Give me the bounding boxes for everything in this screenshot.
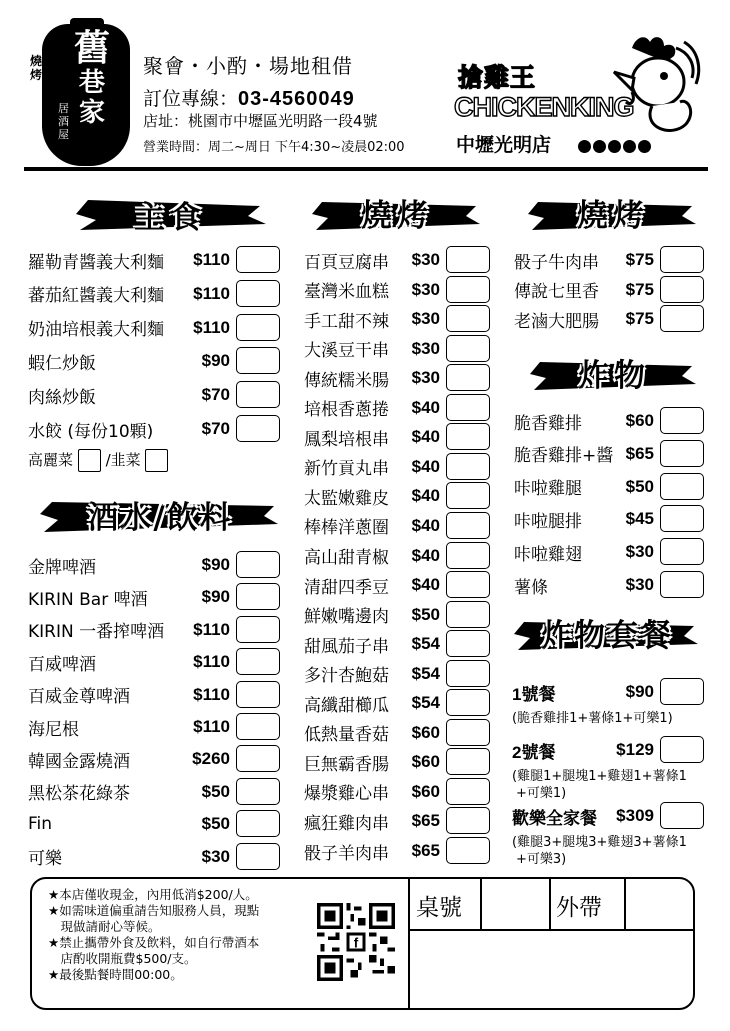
menu-item-bbq: [304, 454, 490, 480]
quantity-box[interactable]: [446, 807, 490, 834]
item-name: 傳說七里香: [514, 282, 599, 303]
item-name: KIRIN Bar 啤酒: [28, 589, 148, 610]
item-price: $30: [625, 542, 654, 562]
item-name: 水餃 (每份10顆): [28, 421, 154, 442]
quantity-box[interactable]: [660, 505, 704, 532]
quantity-box[interactable]: [446, 630, 490, 657]
item-name: 棒棒洋蔥圈: [304, 518, 389, 539]
menu-item-bbq: [304, 395, 490, 421]
item-name: 高山甜青椒: [304, 548, 389, 568]
header-divider: [24, 167, 708, 171]
banner-combo: [514, 604, 700, 658]
menu-item-bbq: [304, 513, 490, 539]
logo-side-text: 燒烤: [30, 54, 43, 82]
item-name: 甜風茄子串: [304, 636, 389, 657]
quantity-box[interactable]: [660, 571, 704, 598]
banner-fried: [530, 344, 698, 398]
dumpling-cabbage-checkbox[interactable]: [78, 449, 101, 472]
menu-item-drink: [28, 552, 280, 578]
menu-item-bbq: [304, 424, 490, 450]
quantity-box[interactable]: [446, 689, 490, 716]
item-name: 高纖甜櫛瓜: [304, 695, 389, 716]
item-name: 蝦仁炒飯: [28, 353, 96, 374]
item-name: 傳統糯米腸: [304, 370, 389, 391]
menu-item-bbq: [304, 838, 490, 864]
item-name: 骰子牛肉串: [514, 252, 599, 273]
item-price: $40: [411, 545, 440, 565]
combo-description: +可樂3): [516, 852, 567, 867]
item-price: $50: [201, 781, 230, 801]
item-price: $70: [201, 385, 230, 405]
item-price: $90: [201, 555, 230, 574]
quantity-box[interactable]: [236, 583, 280, 610]
facebook-icon: f: [353, 935, 359, 951]
item-price: $40: [411, 397, 440, 417]
address: 店址：桃園市中壢區光明路一段4號: [143, 112, 378, 130]
menu-item-drink: [28, 682, 280, 708]
item-name: 韓國金露燒酒: [28, 751, 130, 772]
quantity-box[interactable]: [236, 616, 280, 643]
menu-item-drink: [28, 649, 280, 675]
quantity-box[interactable]: [446, 601, 490, 628]
quantity-box[interactable]: [236, 810, 280, 837]
item-price: $40: [411, 427, 440, 447]
item-price: $54: [411, 634, 440, 654]
item-name: 培根香蔥捲: [304, 400, 389, 421]
item-price: $40: [411, 515, 440, 535]
combo-description: +可樂1): [516, 786, 567, 801]
item-price: $65: [411, 811, 440, 831]
item-name: 2號餐: [512, 742, 556, 762]
menu-item-bbq: [304, 336, 490, 362]
quantity-box[interactable]: [446, 748, 490, 775]
note-line: ★禁止攜帶外食及飲料，如自行帶酒本: [48, 935, 260, 950]
quantity-box[interactable]: [236, 280, 280, 307]
section-title-bbq-1: 燒烤: [361, 198, 433, 234]
section-title-combo: 炸物套餐: [541, 618, 673, 654]
menu-item-fried: [514, 539, 704, 565]
menu-item-drink: [28, 714, 280, 740]
item-price: $54: [411, 693, 440, 713]
quantity-box[interactable]: [236, 648, 280, 675]
item-name: 薯條: [514, 577, 548, 598]
combo-description: (脆香雞排1+薯條1+可樂1): [512, 711, 673, 726]
menu-item-bbq: [304, 277, 490, 303]
item-name: 咔啦腿排: [514, 511, 582, 532]
item-name: 可樂: [28, 849, 62, 870]
menu-item-bbq: [304, 690, 490, 716]
item-name: KIRIN 一番搾啤酒: [28, 622, 165, 643]
quantity-box[interactable]: [236, 347, 280, 374]
slogan: 聚會・小酌・場地租借: [143, 54, 353, 78]
item-name: 咔啦雞翅: [514, 544, 582, 565]
quantity-box[interactable]: [446, 246, 490, 273]
item-name: 低熱量香菇: [304, 725, 389, 746]
item-name: 鳳梨培根串: [304, 429, 389, 450]
menu-item-bbq: [304, 808, 490, 834]
item-name: 1號餐: [512, 684, 556, 704]
section-title-fried: 炸物: [578, 358, 650, 394]
menu-item-bbq: [304, 483, 490, 509]
footer-panel: [30, 877, 695, 1010]
item-price: $40: [411, 486, 440, 506]
item-price: $90: [625, 682, 654, 701]
item-price: $75: [625, 250, 654, 269]
section-title-drinks: 酒水/飲料: [87, 500, 233, 536]
menu-item-fried: [514, 572, 704, 598]
item-price: $30: [411, 368, 440, 388]
item-price: $30: [411, 338, 440, 358]
menu-item-main: [28, 348, 280, 374]
menu-item-main: [28, 315, 280, 341]
item-name: 大溪豆干串: [304, 341, 389, 362]
footer-divider-v1: [408, 879, 410, 1008]
quantity-box[interactable]: [660, 276, 704, 303]
quantity-box[interactable]: [660, 407, 704, 434]
menu-item-bbq: [514, 247, 704, 273]
logo-title-1: 舊: [73, 27, 110, 69]
quantity-box[interactable]: [446, 423, 490, 450]
item-name: 歡樂全家餐: [512, 808, 597, 828]
item-price: $110: [193, 283, 230, 303]
quantity-box[interactable]: [446, 453, 490, 480]
quantity-box[interactable]: [446, 542, 490, 569]
item-price: $54: [411, 663, 440, 683]
item-name: 奶油培根義大利麵: [28, 320, 164, 341]
dumpling-option-cabbage: 高麗菜: [28, 451, 74, 469]
item-price: $60: [411, 781, 440, 801]
item-name: 羅勒青醬義大利麵: [28, 252, 164, 273]
quantity-box[interactable]: [236, 778, 280, 805]
menu-item-drink: [28, 617, 280, 643]
menu-item-bbq: [304, 631, 490, 657]
item-name: Fin: [28, 814, 53, 835]
brand-name-en: CHICKENKING: [454, 92, 634, 122]
quantity-box[interactable]: [446, 660, 490, 687]
banner-bbq-1: [312, 184, 482, 238]
item-price: $110: [193, 684, 230, 704]
combo-description: (雞腿3+腿塊3+雞翅3+薯條1: [512, 835, 687, 850]
item-name: 骰子羊肉串: [304, 843, 389, 864]
menu-item-bbq: [304, 779, 490, 805]
quantity-box[interactable]: [236, 713, 280, 740]
item-price: $60: [411, 722, 440, 742]
menu-item-fried: [514, 408, 704, 434]
item-name: 百頁豆腐串: [304, 252, 389, 273]
item-price: $30: [411, 279, 440, 299]
item-name: 臺灣米血糕: [304, 282, 389, 303]
restaurant-logo: [30, 24, 136, 166]
brand-name-cn: 搶雞王: [458, 63, 537, 92]
quantity-box[interactable]: [236, 551, 280, 578]
menu-item-fried: [514, 474, 704, 500]
quantity-box[interactable]: [446, 837, 490, 864]
combo-description: (雞腿1+腿塊1+雞翅1+薯條1: [512, 769, 687, 784]
quantity-box[interactable]: [446, 778, 490, 805]
item-name: 巨無霸香腸: [304, 754, 389, 775]
phone-label: 訂位專線：: [143, 88, 239, 110]
section-title-main: 主食: [134, 200, 206, 236]
footer-divider-v3: [549, 879, 551, 929]
footer-divider-v4: [624, 879, 626, 929]
quantity-box[interactable]: [446, 719, 490, 746]
menu-item-main: [28, 281, 280, 307]
menu-item-bbq: [514, 277, 704, 303]
item-price: $75: [625, 279, 654, 299]
item-name: 黑松茶花綠茶: [28, 784, 130, 805]
quantity-box[interactable]: [660, 802, 704, 829]
item-name: 清甜四季豆: [304, 577, 389, 598]
item-price: $75: [625, 309, 654, 329]
item-price: $70: [201, 419, 230, 438]
banner-drinks: [38, 486, 282, 540]
item-price: $60: [625, 411, 654, 430]
note-line: 店酌收開瓶費$500/支。: [48, 951, 197, 966]
item-name: 脆香雞排+醬: [514, 446, 614, 467]
quantity-box[interactable]: [446, 394, 490, 421]
item-price: $30: [625, 575, 654, 594]
menu-item-drink: [28, 811, 280, 837]
quantity-box[interactable]: [446, 571, 490, 598]
quantity-box[interactable]: [660, 305, 704, 332]
item-price: $309: [616, 806, 654, 825]
item-name: 咔啦雞腿: [514, 479, 582, 500]
quantity-box[interactable]: [236, 681, 280, 708]
quantity-box[interactable]: [236, 415, 280, 442]
note-line: 現做請耐心等候。: [48, 919, 161, 934]
quantity-box[interactable]: [660, 538, 704, 565]
item-name: 多汁杏鮑菇: [304, 666, 389, 687]
quantity-box[interactable]: [660, 678, 704, 705]
quantity-box[interactable]: [236, 246, 280, 273]
item-price: $30: [201, 846, 230, 866]
menu-item-combo: [512, 679, 704, 705]
quantity-box[interactable]: [446, 364, 490, 391]
menu-item-bbq: [304, 306, 490, 332]
item-name: 脆香雞排: [514, 413, 582, 434]
brand-logo: [450, 36, 700, 161]
item-price: $50: [625, 476, 654, 496]
item-price: $260: [192, 749, 230, 769]
chicken-mascot-icon: [592, 32, 704, 144]
note-line: ★如需味道偏重請告知服務人員，現點: [48, 903, 260, 918]
quantity-box[interactable]: [446, 276, 490, 303]
item-price: $110: [193, 317, 230, 337]
menu-item-drink: [28, 779, 280, 805]
menu-item-bbq: [514, 306, 704, 332]
item-price: $40: [411, 456, 440, 476]
banner-main: [70, 186, 270, 240]
item-price: $60: [411, 752, 440, 772]
item-price: $110: [193, 652, 230, 672]
menu-item-bbq: [304, 720, 490, 746]
store-notes: [48, 887, 333, 983]
phone-number: 03-4560049: [238, 88, 355, 110]
item-name: 老滷大肥腸: [514, 311, 599, 332]
menu-item-combo: [512, 803, 704, 829]
dumpling-chive-checkbox[interactable]: [145, 449, 168, 472]
logo-title-2: 巷家: [78, 68, 105, 128]
banner-bbq-2: [528, 184, 698, 238]
item-name: 鮮嫩嘴邊肉: [304, 607, 389, 628]
menu-item-main: [28, 416, 280, 442]
menu-item-fried: [514, 506, 704, 532]
item-price: $30: [411, 309, 440, 329]
item-price: $110: [193, 250, 230, 269]
logo-subtitle: 居酒屋: [58, 102, 69, 141]
menu-item-drink: [28, 746, 280, 772]
item-name: 百威金尊啤酒: [28, 687, 130, 708]
item-name: 肉絲炒飯: [28, 387, 96, 408]
menu-item-bbq: [304, 365, 490, 391]
menu-item-drink: [28, 584, 280, 610]
item-price: $65: [625, 443, 654, 463]
quantity-box[interactable]: [446, 305, 490, 332]
item-name: 爆漿雞心串: [304, 784, 389, 805]
item-price: $30: [411, 250, 440, 269]
menu-item-drink: [28, 844, 280, 870]
quantity-box[interactable]: [660, 246, 704, 273]
table-number-label: 桌號: [416, 895, 462, 921]
item-name: 蕃茄紅醬義大利麵: [28, 286, 164, 307]
item-name: 手工甜不辣: [304, 311, 389, 332]
item-name: 太監嫩雞皮: [304, 488, 389, 509]
menu-item-bbq: [304, 572, 490, 598]
quantity-box[interactable]: [236, 745, 280, 772]
dumpling-options: [28, 449, 168, 472]
item-price: $90: [201, 587, 230, 607]
menu-item-main: [28, 247, 280, 273]
item-price: $40: [411, 575, 440, 595]
branch-name: 中壢光明店: [456, 134, 552, 156]
item-price: $90: [201, 351, 230, 371]
item-price: $110: [193, 717, 230, 736]
menu-item-bbq: [304, 661, 490, 687]
item-price: $45: [625, 509, 654, 529]
item-name: 海尼根: [28, 719, 79, 740]
decor-dots: [578, 138, 653, 157]
quantity-box[interactable]: [236, 314, 280, 341]
takeout-label: 外帶: [556, 895, 602, 921]
menu-item-fried: [514, 441, 704, 467]
menu-item-bbq: [304, 247, 490, 273]
item-price: $110: [193, 619, 230, 639]
dumpling-option-chive: /韭菜: [105, 451, 141, 469]
menu-item-bbq: [304, 749, 490, 775]
note-line: ★本店僅收現金，內用低消$200/人。: [48, 887, 258, 902]
quantity-box[interactable]: [236, 843, 280, 870]
business-hours: 營業時間：周二~周日 下午4:30~凌晨02:00: [143, 140, 405, 155]
item-name: 金牌啤酒: [28, 557, 96, 578]
item-price: $65: [411, 841, 440, 860]
section-title-bbq-2: 燒烤: [577, 198, 649, 234]
phone-row: [143, 84, 355, 111]
quantity-box[interactable]: [446, 512, 490, 539]
footer-divider-h: [408, 929, 695, 931]
menu-item-combo: [512, 737, 704, 763]
item-name: 瘋狂雞肉串: [304, 813, 389, 834]
quantity-box[interactable]: [660, 736, 704, 763]
quantity-box[interactable]: [660, 473, 704, 500]
item-price: $50: [201, 814, 230, 834]
note-line: ★最後點餐時間00:00。: [48, 967, 183, 982]
menu-item-bbq: [304, 543, 490, 569]
menu-item-main: [28, 382, 280, 408]
item-price: $129: [616, 740, 654, 759]
item-name: 新竹貢丸串: [304, 459, 389, 480]
quantity-box[interactable]: [446, 482, 490, 509]
quantity-box[interactable]: [236, 381, 280, 408]
footer-divider-v2: [480, 879, 482, 929]
menu-item-bbq: [304, 602, 490, 628]
item-name: 百威啤酒: [28, 654, 96, 675]
item-price: $50: [411, 604, 440, 624]
quantity-box[interactable]: [660, 440, 704, 467]
quantity-box[interactable]: [446, 335, 490, 362]
qr-code-icon[interactable]: [317, 903, 395, 981]
